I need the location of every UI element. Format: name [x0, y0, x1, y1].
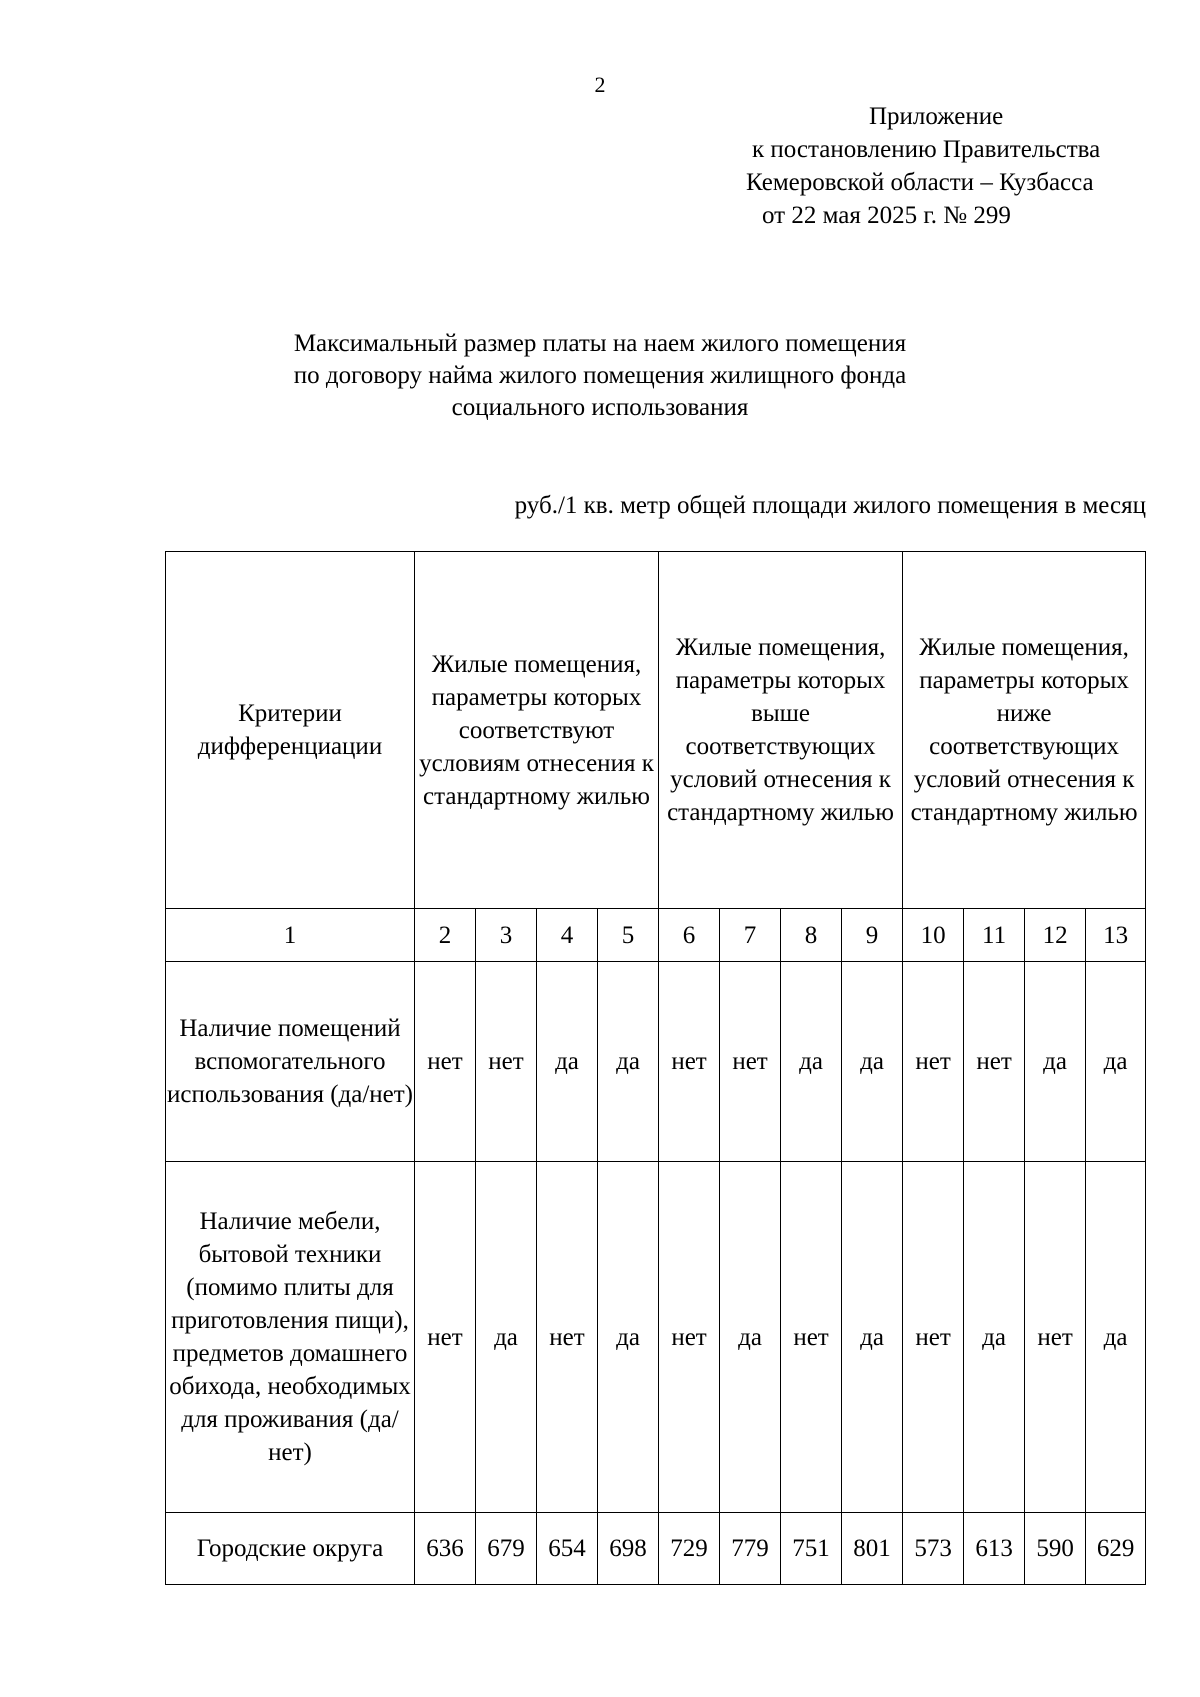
- page-number: 2: [594, 72, 606, 97]
- table-cell: 573: [903, 1513, 964, 1585]
- group-header-standard: [415, 552, 659, 909]
- table-cell: нет: [659, 962, 720, 1162]
- group-header-below-standard-text: Жилые помещения, параметры которых ниже соответствующих условий отнесения к стандартному жилью: [910, 634, 1138, 826]
- table-cell: нет: [720, 962, 781, 1162]
- table-cell: 751: [781, 1513, 842, 1585]
- column-number: 9: [842, 909, 903, 962]
- group-header-above-standard: [659, 552, 903, 909]
- column-number: 12: [1025, 909, 1086, 962]
- title-line-2: по договору найма жилого помещения жилищного фонда: [293, 362, 907, 389]
- row-label: Наличие помещений вспомогательного использования (да/нет): [166, 962, 415, 1162]
- table-cell: нет: [903, 962, 964, 1162]
- table-cell: да: [476, 1162, 537, 1513]
- fee-table: [165, 551, 1146, 1585]
- approval-line-date: от 22 мая 2025 г. № 299: [762, 202, 1011, 229]
- approval-line-region: Кемеровской области – Кузбасса: [746, 169, 1094, 196]
- column-number: 3: [476, 909, 537, 962]
- table-cell: 779: [720, 1513, 781, 1585]
- title-line-3: социального использования: [451, 394, 749, 421]
- table-row-furniture: [166, 1162, 1146, 1513]
- approval-block: [740, 100, 1160, 232]
- table-cell: 636: [415, 1513, 476, 1585]
- criteria-header: Критерии дифференциации: [166, 552, 415, 909]
- table-cell: да: [1086, 1162, 1146, 1513]
- row-label: Городские округа: [166, 1513, 415, 1585]
- row-label: Наличие мебели, бытовой техники (помимо плиты для приготовления пищи), предметов домашнего обихода, необходимых для проживания (да/нет): [166, 1162, 415, 1513]
- approval-line-resolution: к постановлению Правительства: [752, 136, 1101, 163]
- group-header-below-standard: [903, 552, 1146, 909]
- table-cell: да: [537, 962, 598, 1162]
- table-cell: да: [1025, 962, 1086, 1162]
- column-number: 5: [598, 909, 659, 962]
- table-cell: да: [842, 1162, 903, 1513]
- table-cell: нет: [903, 1162, 964, 1513]
- table-cell: 629: [1086, 1513, 1146, 1585]
- table-cell: да: [1086, 962, 1146, 1162]
- table-cell: нет: [415, 1162, 476, 1513]
- column-number: 13: [1086, 909, 1146, 962]
- column-number: 4: [537, 909, 598, 962]
- table-cell: 698: [598, 1513, 659, 1585]
- table-row-auxiliary-rooms: [166, 962, 1146, 1162]
- title-line-1: Максимальный размер платы на наем жилого помещения: [293, 330, 907, 357]
- table-row-urban-districts: [166, 1513, 1146, 1585]
- table-cell: да: [781, 962, 842, 1162]
- group-header-standard-text: Жилые помещения, параметры которых соответствуют условиям отнесения к стандартному жилью: [419, 650, 654, 810]
- column-number: 7: [720, 909, 781, 962]
- table-cell: нет: [476, 962, 537, 1162]
- table-cell: 801: [842, 1513, 903, 1585]
- column-number: 2: [415, 909, 476, 962]
- table-cell: да: [598, 962, 659, 1162]
- table-cell: нет: [781, 1162, 842, 1513]
- column-number-row: [166, 909, 1146, 962]
- column-number: 8: [781, 909, 842, 962]
- table-cell: 729: [659, 1513, 720, 1585]
- group-header-above-standard-text: Жилые помещения, параметры которых выше соответствующих условий отнесения к стандартному жилью: [667, 634, 894, 826]
- table-cell: да: [964, 1162, 1025, 1513]
- table-cell: 613: [964, 1513, 1025, 1585]
- table-cell: да: [842, 962, 903, 1162]
- table-cell: нет: [415, 962, 476, 1162]
- table-cell: да: [598, 1162, 659, 1513]
- column-number: 6: [659, 909, 720, 962]
- table-cell: 654: [537, 1513, 598, 1585]
- table-cell: 590: [1025, 1513, 1086, 1585]
- table-cell: нет: [964, 962, 1025, 1162]
- approval-line-appendix: Приложение: [869, 103, 1004, 130]
- table-cell: нет: [537, 1162, 598, 1513]
- table-cell: да: [720, 1162, 781, 1513]
- table-cell: нет: [659, 1162, 720, 1513]
- column-number: 11: [964, 909, 1025, 962]
- column-number: 1: [166, 909, 415, 962]
- units-caption: руб./1 кв. метр общей площади жилого помещения в месяц: [514, 492, 1146, 519]
- table-header-row: [166, 552, 1146, 909]
- table-cell: нет: [1025, 1162, 1086, 1513]
- document-title: [200, 328, 1000, 424]
- table-cell: 679: [476, 1513, 537, 1585]
- column-number: 10: [903, 909, 964, 962]
